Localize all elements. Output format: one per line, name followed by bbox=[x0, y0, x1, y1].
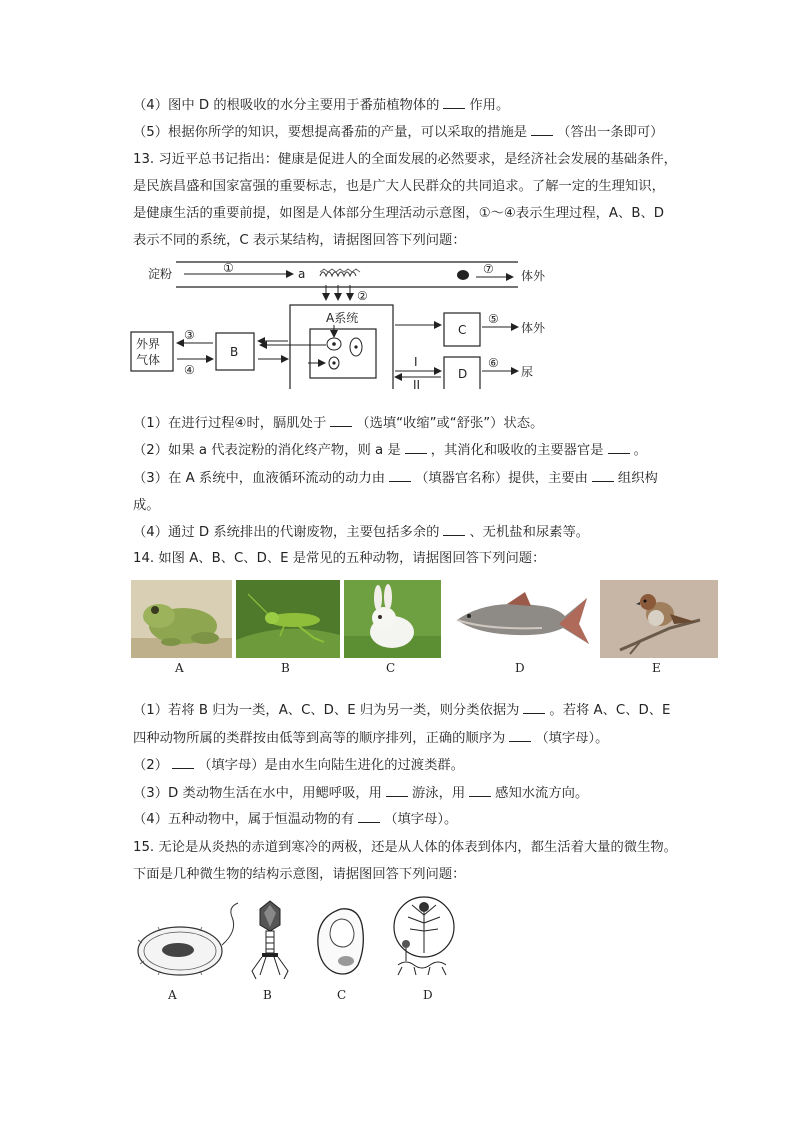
bacteriophage-drawing bbox=[252, 901, 288, 979]
q13-part1: （1）在进行过程④时，膈肌处于 （选填“收缩”或“舒张”）状态。 bbox=[133, 416, 544, 431]
microbes-figure bbox=[130, 895, 470, 985]
q14-part1-cont: 四种动物所属的类群按由低等到高等的顺序排列，正确的顺序为 （填字母）。 bbox=[133, 731, 609, 746]
q13-intro-line-4: 表示不同的系统，C 表示某结构，请据图回答下列问题： bbox=[133, 233, 466, 248]
answer-blank[interactable] bbox=[608, 441, 630, 454]
mold-drawing bbox=[394, 897, 454, 975]
answer-blank[interactable] bbox=[172, 756, 194, 769]
label-process-ii: II bbox=[413, 378, 421, 389]
frog-photo bbox=[131, 580, 232, 658]
caption-a: A bbox=[175, 661, 184, 675]
answer-blank[interactable] bbox=[386, 784, 408, 797]
label-process-7: ⑦ bbox=[483, 262, 494, 276]
answer-blank[interactable] bbox=[405, 441, 427, 454]
q13-intro-line-2: 是民族昌盛和国家富强的重要标志，也是广大人民群众的共同追求。了解一定的生理知识， bbox=[133, 179, 665, 194]
q13-part2: （2）如果 a 代表淀粉的消化终产物，则 a 是 ，其消化和吸收的主要器官是 。 bbox=[133, 443, 647, 458]
label-a-system: A系统 bbox=[326, 311, 359, 325]
label-a: a bbox=[298, 267, 306, 281]
q13-part3-cont: 成。 bbox=[133, 498, 160, 513]
answer-blank[interactable] bbox=[523, 701, 545, 714]
label-process-5: ⑤ bbox=[488, 312, 499, 326]
rabbit-photo bbox=[344, 580, 441, 658]
fish-photo bbox=[447, 580, 594, 658]
caption-c: C bbox=[386, 661, 396, 675]
caption-c: C bbox=[337, 988, 347, 1002]
caption-a: A bbox=[168, 988, 177, 1002]
physiology-diagram bbox=[128, 259, 568, 389]
caption-b: B bbox=[281, 661, 290, 675]
label-starch: 淀粉 bbox=[148, 267, 173, 281]
label-b: B bbox=[230, 345, 239, 359]
q12-part5: （5）根据你所学的知识，要想提高番茄的产量，可以采取的措施是 （答出一条即可） bbox=[133, 125, 664, 140]
answer-blank[interactable] bbox=[358, 810, 380, 823]
label-process-6: ⑥ bbox=[488, 356, 499, 370]
label-process-2: ② bbox=[357, 289, 368, 303]
feces-icon bbox=[457, 270, 469, 280]
label-process-3: ③ bbox=[184, 328, 195, 342]
label-process-1: ① bbox=[223, 261, 234, 275]
label-d: D bbox=[458, 367, 468, 381]
answer-blank[interactable] bbox=[443, 523, 465, 536]
answer-blank[interactable] bbox=[531, 123, 553, 136]
q13-intro-line-1: 13. 习近平总书记指出：健康是促进人的全面发展的必然要求，是经济社会发展的基础条件， bbox=[133, 152, 677, 167]
sparrow-photo bbox=[600, 580, 718, 658]
label-outside-air-2: 气体 bbox=[136, 353, 161, 367]
tissue-box bbox=[310, 329, 376, 378]
label-outside-air-1: 外界 bbox=[136, 337, 161, 351]
villi-icon bbox=[320, 269, 360, 276]
answer-blank[interactable] bbox=[330, 414, 352, 427]
q13-intro-line-3: 是健康生活的重要前提，如图是人体部分生理活动示意图，①～④表示生理过程，A、B、D bbox=[133, 206, 664, 221]
q13-part4: （4）通过 D 系统排出的代谢废物，主要包括多余的 、无机盐和尿素等。 bbox=[133, 525, 590, 540]
caption-d: D bbox=[515, 661, 525, 675]
q14-part4: （4）五种动物中，属于恒温动物的有 （填字母）。 bbox=[133, 812, 458, 827]
answer-blank[interactable] bbox=[469, 784, 491, 797]
label-process-4: ④ bbox=[184, 363, 195, 377]
q14-part1: （1）若将 B 归为一类，A、C、D、E 归为另一类，则分类依据为 。若将 A、C、D、E bbox=[133, 703, 671, 718]
bacterium-drawing bbox=[138, 903, 238, 975]
label-outside-body-1: 体外 bbox=[521, 269, 546, 283]
q14-part3: （3）D 类动物生活在水中，用鳃呼吸，用 游泳，用 感知水流方向。 bbox=[133, 786, 589, 801]
q15-intro-line-1: 15. 无论是从炎热的赤道到寒冷的两极，还是从人体的体表到体内，都生活着大量的微生物。 bbox=[133, 840, 677, 855]
label-c: C bbox=[458, 323, 467, 337]
q13-part3: （3）在 A 系统中，血液循环流动的动力由 （填器官名称）提供，主要由 组织构 bbox=[133, 471, 658, 486]
label-outside-body-2: 体外 bbox=[521, 321, 546, 335]
q12-part4: （4）图中 D 的根吸收的水分主要用于番茄植物体的 作用。 bbox=[133, 98, 510, 113]
caption-d: D bbox=[423, 988, 433, 1002]
grasshopper-photo bbox=[236, 580, 340, 658]
yeast-drawing bbox=[318, 909, 363, 974]
caption-e: E bbox=[652, 661, 661, 675]
answer-blank[interactable] bbox=[389, 469, 411, 482]
answer-blank[interactable] bbox=[509, 729, 531, 742]
label-urine: 尿 bbox=[521, 365, 534, 379]
label-process-i: I bbox=[414, 355, 418, 369]
q14-part2: （2） （填字母）是由水生向陆生进化的过渡类群。 bbox=[133, 758, 464, 773]
q14-intro: 14. 如图 A、B、C、D、E 是常见的五种动物，请据图回答下列问题： bbox=[133, 551, 546, 566]
answer-blank[interactable] bbox=[443, 96, 465, 109]
caption-b: B bbox=[263, 988, 272, 1002]
q15-intro-line-2: 下面是几种微生物的结构示意图，请据图回答下列问题： bbox=[133, 867, 466, 882]
answer-blank[interactable] bbox=[592, 469, 614, 482]
